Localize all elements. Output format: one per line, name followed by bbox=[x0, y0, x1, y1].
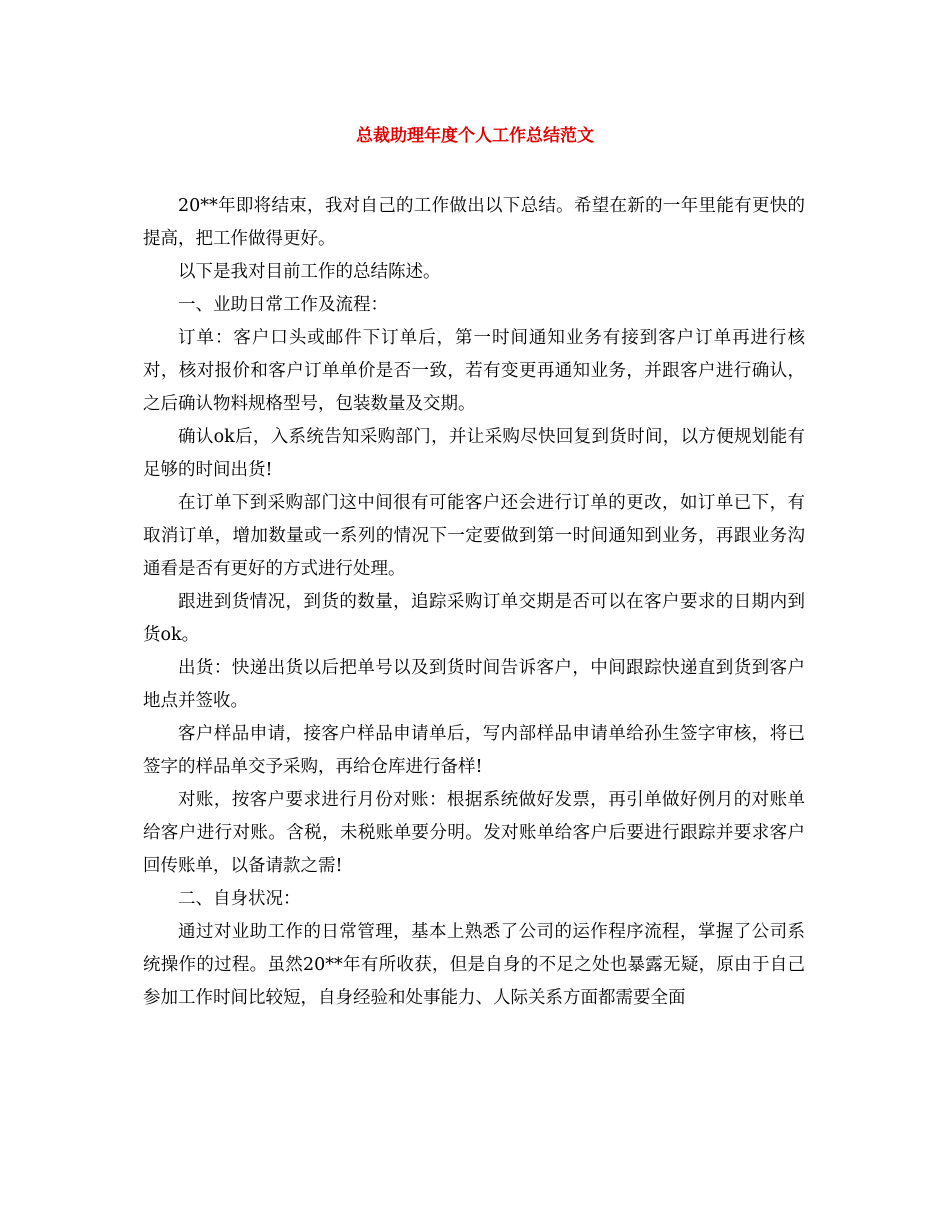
section-heading-daily-work: 一、业助日常工作及流程： bbox=[178, 295, 388, 315]
paragraph-reconciliation: 对账，按客户要求进行月份对账：根据系统做好发票，再引单做好例月的对账单给客户进行对账。含税，未税账单要分明。发对账单给客户后要进行跟踪并要求客户回传账单，以备请款之需! bbox=[143, 790, 805, 876]
paragraph-orders: 订单：客户口头或邮件下订单后，第一时间通知业务有接到客户订单再进行核对，核对报价和客户订单单价是否一致，若有变更再通知业务，并跟客户进行确认，之后确认物料规格型号，包装数量及交期。 bbox=[143, 328, 805, 414]
paragraph-intro: 20**年即将结束，我对自己的工作做出以下总结。希望在新的一年里能有更快的提高，把工作做得更好。 bbox=[143, 196, 805, 249]
paragraph-confirm-ok: 确认ok后，入系统告知采购部门，并让采购尽快回复到货时间，以方便规划能有足够的时间出货! bbox=[143, 427, 805, 480]
document-body bbox=[143, 190, 805, 1015]
paragraph-delivery-tracking: 跟进到货情况，到货的数量，追踪采购订单交期是否可以在客户要求的日期内到货ok。 bbox=[143, 592, 805, 645]
paragraph-shipping: 出货：快递出货以后把单号以及到货时间告诉客户，中间跟踪快递直到货到客户地点并签收。 bbox=[143, 658, 805, 711]
document-title: 总裁助理年度个人工作总结范文 bbox=[356, 126, 594, 146]
paragraph-self-assessment: 通过对业助工作的日常管理，基本上熟悉了公司的运作程序流程，掌握了公司系统操作的过程。虽然20**年有所收获，但是自身的不足之处也暴露无疑，原由于自己参加工作时间比较短，自身经验和处事能力、人际关系方面都需要全面 bbox=[143, 922, 805, 1008]
section-heading-self-status: 二、自身状况： bbox=[178, 889, 301, 909]
paragraph-order-changes: 在订单下到采购部门这中间很有可能客户还会进行订单的更改，如订单已下，有取消订单，增加数量或一系列的情况下一定要做到第一时间通知到业务，再跟业务沟通看是否有更好的方式进行处理。 bbox=[143, 493, 805, 579]
paragraph-samples: 客户样品申请，接客户样品申请单后，写内部样品申请单给孙生签字审核，将已签字的样品单交予采购，再给仓库进行备样! bbox=[143, 724, 805, 777]
paragraph-summary-lead: 以下是我对目前工作的总结陈述。 bbox=[178, 262, 441, 282]
